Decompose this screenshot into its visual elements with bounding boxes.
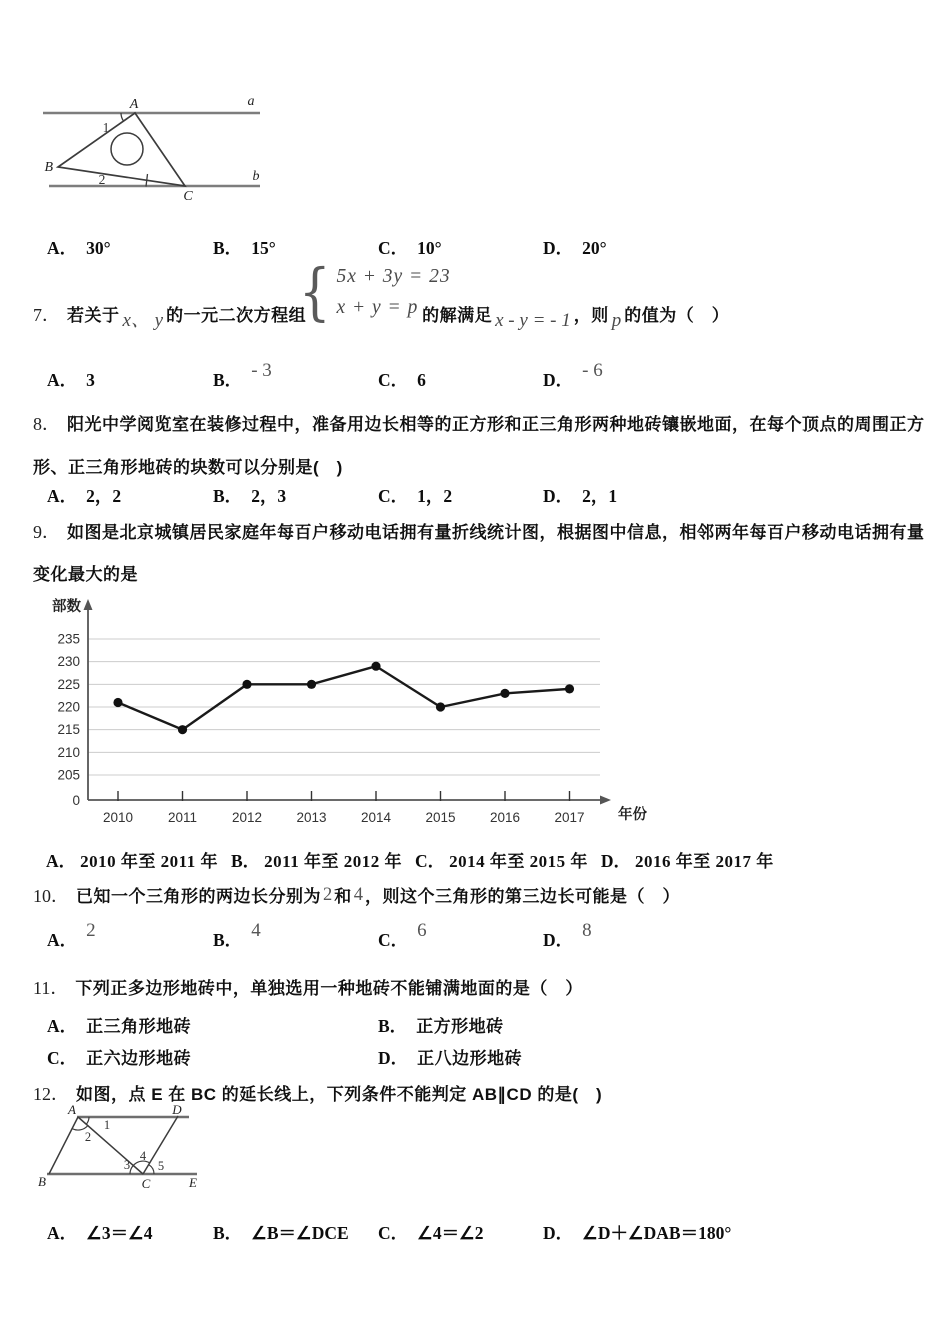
option-value: ∠3＝∠4 [86, 1223, 153, 1243]
q9-text-line1: 如图是北京城镇居民家庭年每百户移动电话拥有量折线统计图，根据图中信息，相邻两年每百户移动电话拥有量 [67, 523, 925, 542]
label-angle-4: 4 [139, 1149, 147, 1163]
data-point [565, 684, 574, 693]
system-brace: { [298, 255, 331, 328]
y-tick-label: 225 [57, 676, 80, 692]
y-origin-label: 0 [72, 793, 80, 808]
q10-text-2: 和 [334, 887, 352, 906]
q11-options-row1 [47, 1012, 917, 1042]
question-number: 11． [33, 978, 69, 998]
x-tick-label: 2011 [167, 810, 198, 825]
option-letter: C． [414, 851, 446, 871]
q12-option-a [47, 1220, 153, 1245]
option-value: 2 [86, 920, 96, 941]
y-axis-title: 部数 [52, 599, 81, 615]
label-angle-1: 1 [103, 1118, 111, 1132]
y-tick-label: 230 [57, 654, 80, 670]
q6-option-c [378, 235, 442, 260]
angle-5-arc [149, 1165, 154, 1174]
option-value: 正方形地砖 [416, 1017, 504, 1036]
option-value: - 3 [251, 360, 272, 381]
q8-option-a [47, 483, 121, 508]
option-value: 4 [251, 920, 261, 941]
option-value: 10° [417, 238, 442, 258]
q9-option-b [231, 847, 402, 873]
q7-equation-system [295, 255, 451, 328]
q7-option-b [213, 360, 272, 392]
option-letter: D． [600, 851, 631, 871]
option-letter: A． [47, 930, 78, 950]
q7-text-2: 的一元二次方程组 [166, 306, 307, 325]
option-value: 正六边形地砖 [86, 1049, 192, 1068]
x-tick-label: 2016 [489, 810, 521, 825]
q10-stem [33, 882, 680, 908]
q12-parallel-lines-figure [35, 1103, 225, 1198]
data-point [113, 698, 122, 707]
q12-option-d [543, 1220, 731, 1245]
option-letter: C． [378, 238, 409, 258]
question-number: 7． [33, 305, 60, 325]
q8-text-line2: 形、正三角形地砖的块数可以分别是( ) [33, 458, 343, 477]
q6-option-a [47, 235, 111, 260]
q9-options-row [46, 847, 774, 873]
x-tick-label: 2013 [296, 810, 327, 825]
q10-text-1: 已知一个三角形的两边长分别为 [76, 887, 321, 906]
option-letter: D． [543, 486, 574, 506]
option-letter: A． [47, 1223, 78, 1243]
option-letter: B． [230, 851, 261, 871]
q8-options-row [47, 483, 917, 513]
label-angle-2: 2 [84, 1130, 92, 1144]
phone-ownership-line-chart [50, 592, 690, 842]
q8-stem-line2 [33, 453, 343, 478]
segment-ab [49, 1117, 78, 1174]
data-point [307, 680, 316, 689]
q8-text-line1: 阳光中学阅览室在装修过程中，准备用边长相等的正方形和正三角形两种地砖镶嵌地面，在每个顶点的周围正方 [67, 415, 925, 434]
x-tick-label: 2017 [554, 810, 585, 825]
label-line-a: a [247, 94, 255, 109]
q7-p-variable: p [611, 310, 622, 331]
option-letter: A． [47, 1016, 78, 1036]
option-value: 2010 年至 2011 年 [80, 852, 218, 871]
q11-stem [33, 974, 583, 1000]
option-value: 2，1 [582, 486, 618, 506]
option-letter: B． [378, 1016, 408, 1036]
option-value: 2011 年至 2012 年 [264, 852, 402, 871]
option-value: ∠B＝∠DCE [251, 1223, 349, 1243]
label-line-b: b [252, 169, 260, 184]
data-point [242, 680, 251, 689]
x-tick-label: 2012 [231, 810, 263, 825]
option-letter: B． [213, 930, 243, 950]
x-tick-label: 2014 [360, 810, 392, 825]
y-tick-label: 235 [57, 631, 80, 647]
label-a: A [68, 1103, 76, 1117]
option-letter: C． [378, 930, 409, 950]
label-angle-2: 2 [98, 172, 106, 187]
option-letter: D． [378, 1048, 409, 1068]
q11-option-b [378, 1012, 504, 1038]
option-value: 3 [86, 370, 95, 390]
q7-condition: x - y = - 1 [495, 310, 571, 331]
q11-option-a [47, 1012, 191, 1038]
label-b: B [38, 1174, 46, 1189]
option-value: 6 [417, 370, 426, 390]
q10-value-2: 4 [353, 885, 363, 905]
q8-option-d [543, 483, 617, 508]
option-value: 2016 年至 2017 年 [634, 852, 774, 871]
option-letter: A． [46, 851, 77, 871]
q10-value-1: 2 [323, 885, 333, 905]
q12-option-c [378, 1220, 484, 1245]
label-vertex-b: B [44, 160, 53, 175]
q10-option-a [47, 920, 96, 952]
q12-option-b [213, 1220, 349, 1245]
question-number: 9． [33, 522, 60, 542]
q7-text-5: 的值为（ ） [624, 306, 730, 325]
q7-variables: x、 y [122, 310, 164, 331]
q8-option-c [378, 483, 452, 508]
data-point [178, 725, 187, 734]
q9-stem-line2 [33, 560, 138, 585]
option-value: - 6 [582, 360, 603, 381]
option-value: 15° [251, 238, 276, 258]
y-axis-arrow-icon [84, 599, 93, 610]
option-letter: D． [543, 238, 574, 258]
option-letter: A． [47, 370, 78, 390]
option-value: 2，3 [251, 486, 287, 506]
q11-options-row2 [47, 1044, 917, 1074]
option-value: 1，2 [417, 486, 453, 506]
label-angle-3: 3 [123, 1158, 131, 1172]
option-value: 6 [417, 920, 427, 941]
label-c: C [141, 1176, 151, 1191]
q10-option-d [543, 920, 592, 952]
x-tick-label: 2010 [102, 810, 134, 825]
x-axis-title: 年份 [618, 807, 647, 823]
data-line [118, 666, 570, 729]
q10-option-c [378, 920, 427, 952]
option-value: ∠D＋∠DAB＝180° [582, 1223, 732, 1243]
option-letter: D． [543, 1223, 574, 1243]
option-letter: D． [543, 930, 574, 950]
q10-text-3: ，则这个三角形的第三边长可能是（ ） [365, 887, 680, 906]
option-value: 20° [582, 238, 607, 258]
option-value: 正八边形地砖 [417, 1049, 523, 1068]
label-vertex-a: A [129, 97, 139, 112]
option-letter: B． [213, 1223, 243, 1243]
label-e: E [189, 1175, 197, 1190]
q10-option-b [213, 920, 261, 952]
system-equations [336, 266, 450, 319]
q7-text-1: 若关于 [67, 306, 120, 325]
q6-option-d [543, 235, 607, 260]
q9-text-line2: 变化最大的是 [33, 565, 138, 584]
q9-option-d [601, 847, 774, 873]
option-value: 2，2 [86, 486, 122, 506]
option-letter: C． [47, 1048, 78, 1068]
option-value: ∠4＝∠2 [417, 1223, 484, 1243]
label-angle-1: 1 [102, 120, 110, 135]
q11-option-c [47, 1044, 191, 1070]
option-letter: C． [378, 486, 409, 506]
option-value: 30° [86, 238, 111, 258]
q6-options-row [47, 235, 917, 265]
option-letter: C． [378, 370, 409, 390]
x-tick-label: 2015 [425, 810, 456, 825]
q7-option-d [543, 360, 603, 392]
q12-text: 如图，点 E 在 BC 的延长线上，下列条件不能判定 AB∥CD 的是( ) [76, 1085, 603, 1104]
q6-triangle-parallel-lines-figure [35, 85, 285, 215]
inscribed-circle [111, 133, 143, 165]
option-value: 2014 年至 2015 年 [449, 852, 588, 871]
y-tick-label: 205 [57, 767, 80, 783]
x-axis-arrow-icon [600, 796, 611, 805]
y-tick-label: 210 [57, 744, 80, 760]
label-angle-5: 5 [157, 1159, 165, 1173]
q9-option-a [46, 847, 218, 873]
q7-options-row [47, 360, 917, 397]
option-letter: C． [378, 1223, 409, 1243]
equation-1: 5x + 3y = 23 [336, 265, 451, 287]
data-point [371, 662, 380, 671]
y-tick-label: 215 [57, 722, 80, 738]
question-number: 12． [33, 1084, 69, 1104]
option-value: 8 [582, 920, 592, 941]
equation-2: x + y = p [336, 296, 419, 318]
option-value: 正三角形地砖 [86, 1017, 192, 1036]
q8-option-b [213, 483, 286, 508]
label-d: D [172, 1103, 182, 1117]
q6-option-b [213, 235, 276, 260]
q11-text: 下列正多边形地砖中，单独选用一种地砖不能铺满地面的是（ ） [75, 979, 583, 998]
q7-text-3: 的解满足 [422, 306, 493, 325]
q11-option-d [378, 1044, 522, 1070]
q7-option-c [378, 367, 426, 392]
option-letter: B． [213, 238, 243, 258]
q7-option-a [47, 367, 95, 392]
option-letter: B． [213, 486, 243, 506]
label-vertex-c: C [183, 189, 193, 204]
question-number: 8． [33, 414, 60, 434]
angle-2-tick [146, 174, 148, 187]
q9-option-c [415, 847, 588, 873]
q8-stem-line1 [33, 410, 925, 436]
data-point [500, 689, 509, 698]
q7-text-4: ，则 [573, 306, 609, 325]
option-letter: B． [213, 370, 243, 390]
q12-options-row [47, 1220, 917, 1250]
q10-options-row [47, 920, 917, 957]
question-number: 10． [33, 886, 69, 906]
option-letter: A． [47, 486, 78, 506]
triangle-abc [58, 113, 185, 186]
data-point [436, 702, 445, 711]
option-letter: A． [47, 238, 78, 258]
q9-stem-line1 [33, 518, 925, 544]
option-letter: D． [543, 370, 574, 390]
y-tick-label: 220 [57, 699, 80, 715]
